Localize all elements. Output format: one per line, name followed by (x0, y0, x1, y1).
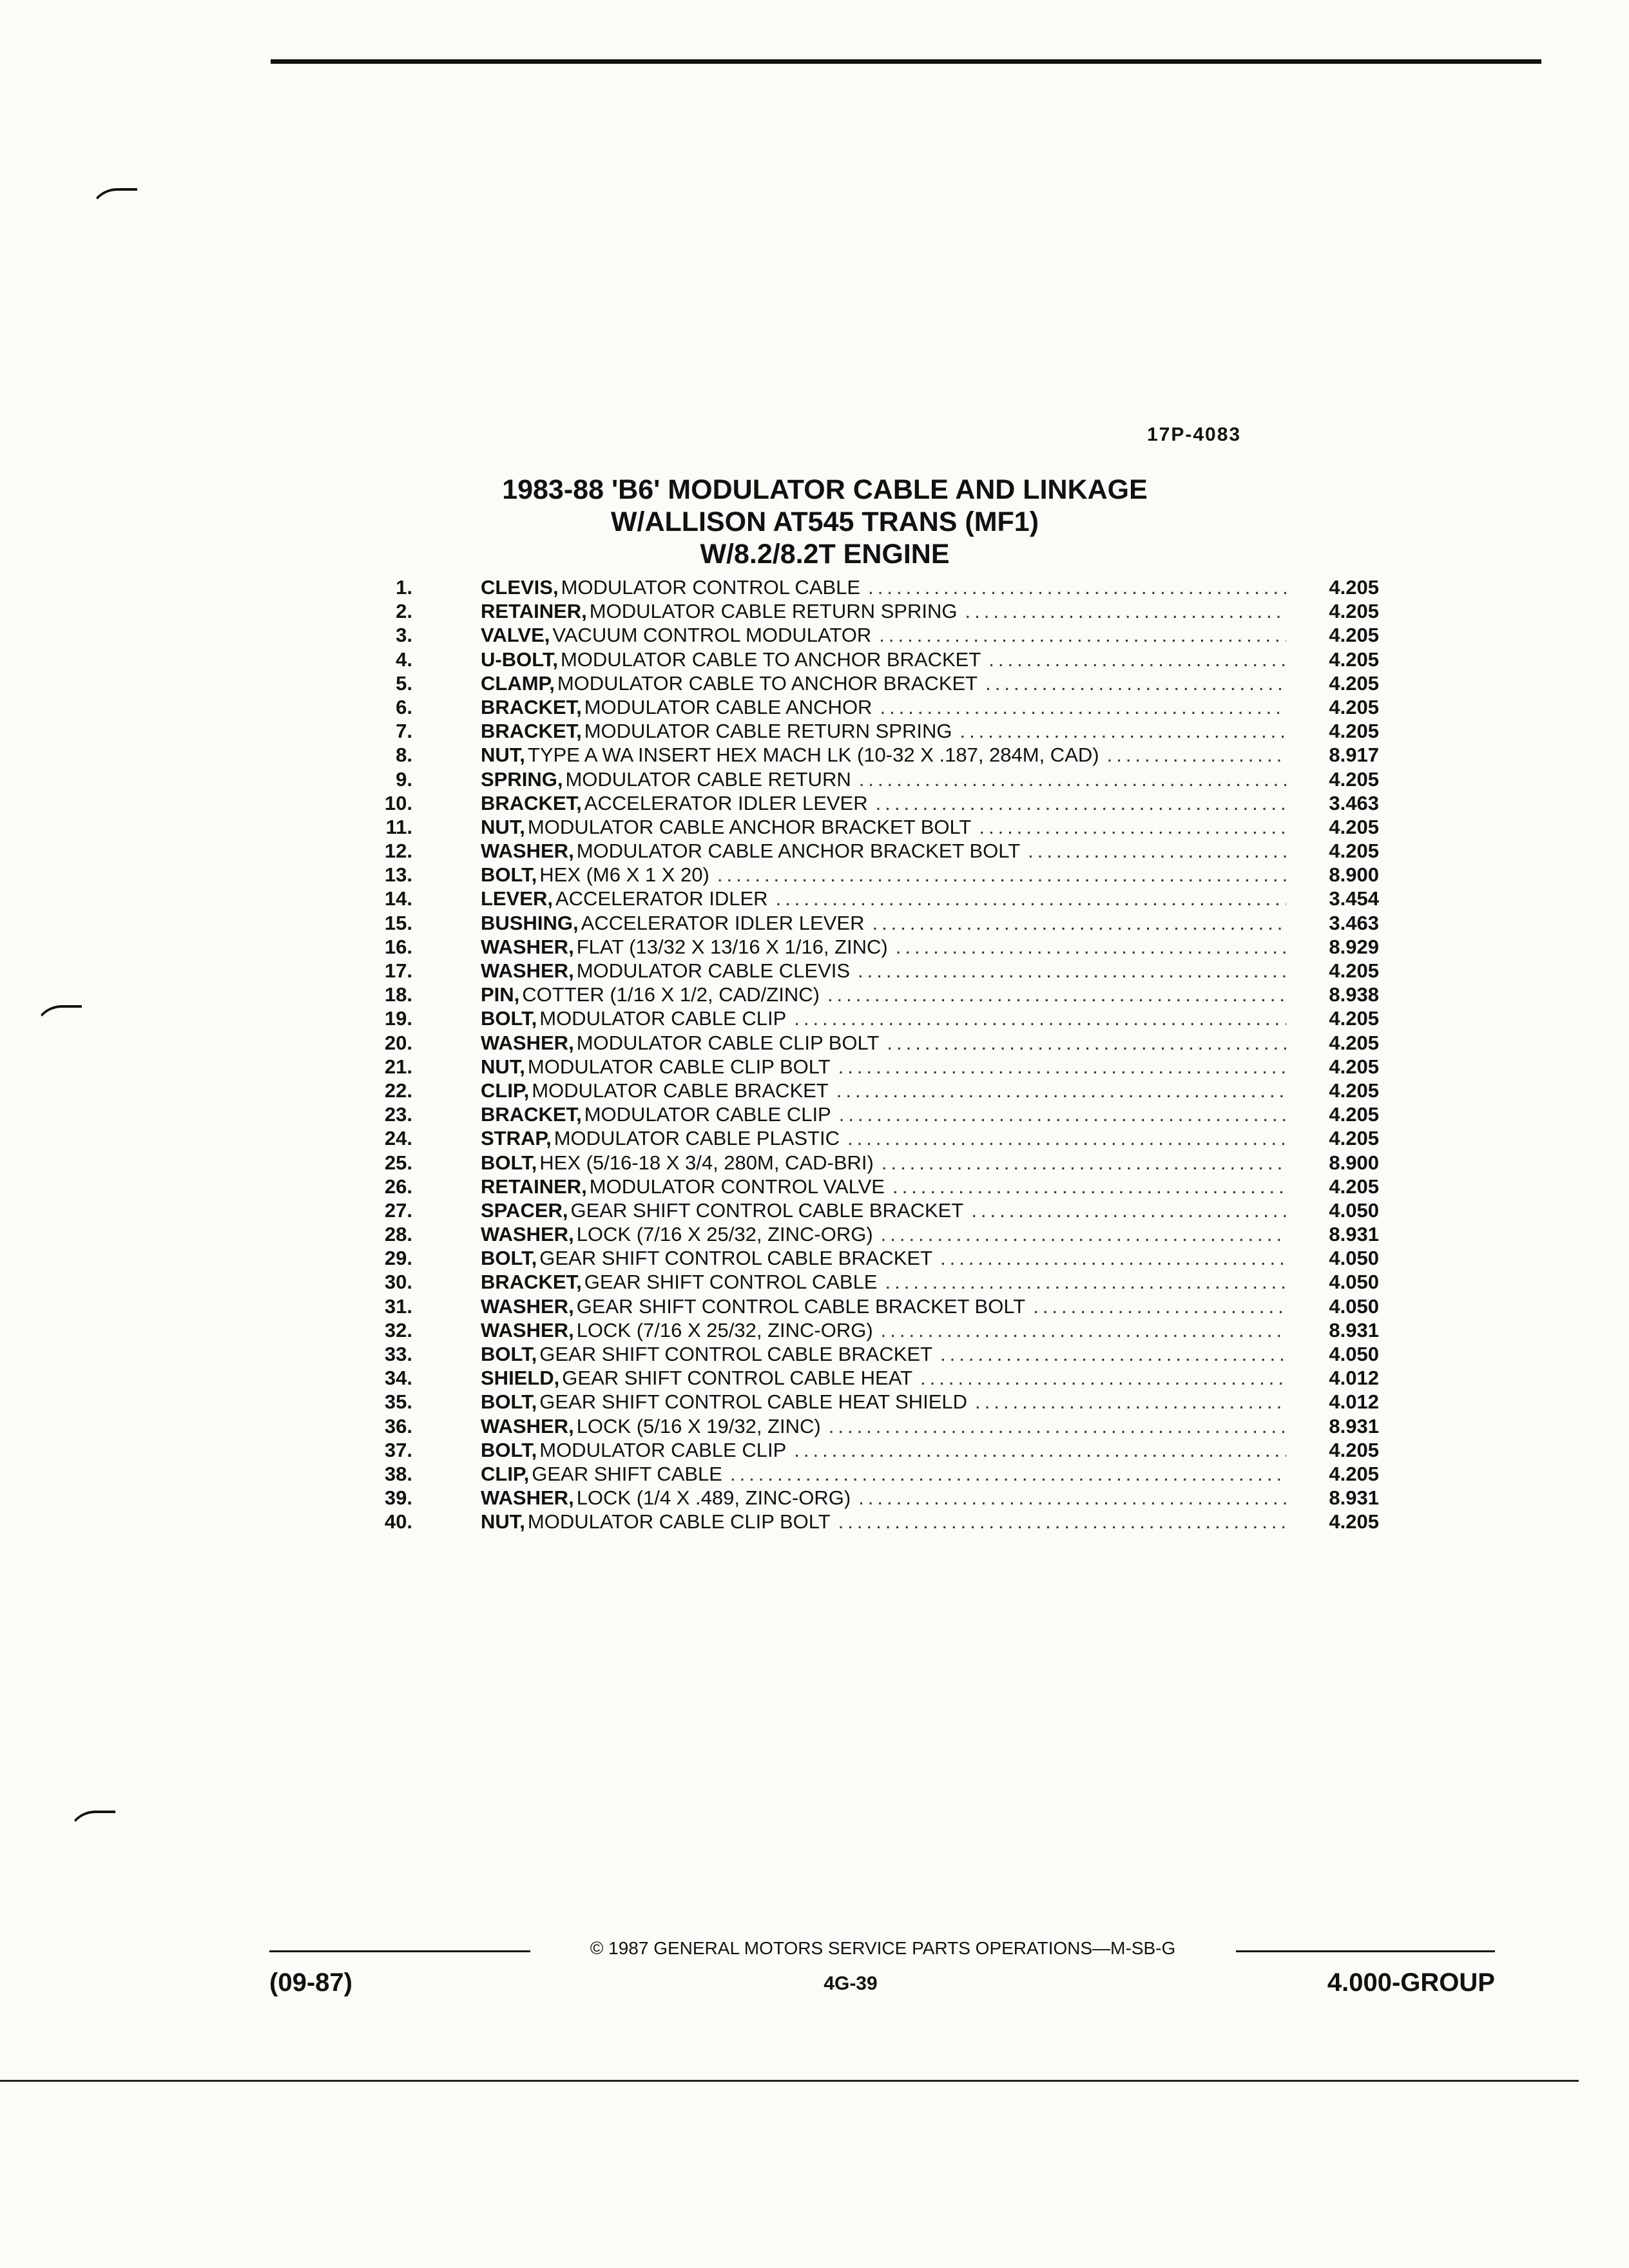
part-row (361, 791, 1379, 815)
part-row (361, 1366, 1379, 1390)
parts-list (361, 575, 1379, 1534)
part-detail: TYPE A WA INSERT HEX MACH LK (10-32 X .187, 284M, CAD) (527, 744, 1099, 767)
dot-leader (879, 623, 1286, 647)
part-number: 15. (384, 911, 412, 934)
part-description (481, 1079, 1286, 1102)
part-description (481, 1222, 1286, 1246)
part-row (361, 719, 1379, 743)
part-number: 18. (384, 983, 412, 1006)
part-detail: FLAT (13/32 X 13/16 X 1/16, ZINC) (576, 935, 888, 958)
dot-leader (881, 1318, 1286, 1342)
part-number: 39. (384, 1486, 412, 1510)
group-number: 8.900 (1329, 863, 1379, 887)
part-number: 25. (384, 1151, 412, 1174)
part-name: WASHER, (481, 1294, 574, 1318)
part-name: PIN, (481, 983, 520, 1006)
part-name: BOLT, (481, 1247, 537, 1270)
punch-hole-mark (34, 1005, 82, 1033)
group-number: 4.050 (1329, 1271, 1379, 1294)
group-number: 4.205 (1329, 1510, 1379, 1533)
part-row (361, 1318, 1379, 1342)
title-line: W/ALLISON AT545 TRANS (MF1) (610, 506, 1039, 537)
part-row (361, 1151, 1379, 1175)
punch-hole-mark (89, 188, 137, 216)
part-description (481, 839, 1286, 863)
part-detail: MODULATOR CABLE TO ANCHOR BRACKET (560, 648, 981, 671)
dot-leader (776, 887, 1286, 910)
part-detail: ACCELERATOR IDLER LEVER (584, 791, 868, 814)
group-number: 4.205 (1329, 1127, 1379, 1150)
part-detail: GEAR SHIFT CONTROL CABLE HEAT (562, 1367, 913, 1390)
part-row (361, 1294, 1379, 1318)
part-description (481, 1390, 1286, 1414)
dot-leader (880, 695, 1286, 719)
group-number: 4.205 (1329, 840, 1379, 863)
part-row (361, 1198, 1379, 1222)
part-detail: HEX (M6 X 1 X 20) (539, 863, 709, 887)
group-number: 4.050 (1329, 1294, 1379, 1318)
part-detail: GEAR SHIFT CONTROL CABLE BRACKET BOLT (576, 1294, 1026, 1318)
punch-hole-mark (67, 1811, 115, 1839)
part-detail: MODULATOR CABLE CLIP BOLT (527, 1055, 831, 1078)
part-number: 21. (384, 1055, 412, 1078)
part-detail: MODULATOR CABLE CLEVIS (576, 959, 851, 982)
part-detail: ACCELERATOR IDLER LEVER (581, 911, 865, 934)
part-description (481, 791, 1286, 815)
part-description (481, 935, 1286, 959)
dot-leader (1107, 743, 1286, 767)
part-name: RETAINER, (481, 1175, 587, 1198)
part-number: 22. (384, 1079, 412, 1102)
part-name: U-BOLT, (481, 648, 558, 671)
part-name: BRACKET, (481, 1103, 582, 1126)
bottom-rule (0, 2080, 1579, 2082)
dot-leader (881, 1222, 1286, 1246)
part-description (481, 575, 1286, 599)
part-number: 33. (384, 1343, 412, 1365)
part-name: CLIP, (481, 1462, 530, 1485)
group-number: 4.050 (1329, 1343, 1379, 1365)
part-detail: HEX (5/16-18 X 3/4, 280M, CAD-BRI) (539, 1151, 874, 1174)
part-row (361, 1438, 1379, 1462)
part-name: NUT, (481, 744, 525, 767)
part-detail: MODULATOR CABLE CLIP BOLT (576, 1031, 880, 1054)
part-row (361, 863, 1379, 887)
part-row (361, 599, 1379, 623)
part-row (361, 1222, 1379, 1246)
dot-leader (838, 1055, 1286, 1079)
part-number: 24. (384, 1127, 412, 1150)
dot-leader (872, 911, 1286, 935)
part-description (481, 599, 1286, 623)
dot-leader (858, 1486, 1286, 1510)
part-description (481, 1510, 1286, 1533)
part-detail: LOCK (1/4 X .489, ZINC-ORG) (576, 1486, 851, 1510)
part-name: BRACKET, (481, 720, 582, 743)
part-row (361, 1126, 1379, 1150)
part-name: BOLT, (481, 1343, 537, 1365)
part-name: SPACER, (481, 1198, 568, 1222)
dot-leader (971, 1198, 1286, 1222)
part-row (361, 815, 1379, 839)
part-description (481, 1318, 1286, 1342)
part-description (481, 887, 1286, 910)
part-description (481, 623, 1286, 647)
part-number: 34. (384, 1367, 412, 1390)
part-name: LEVER, (481, 887, 553, 910)
group-number: 4.012 (1329, 1367, 1379, 1390)
part-description (481, 1414, 1286, 1438)
part-detail: LOCK (5/16 X 19/32, ZINC) (576, 1414, 821, 1437)
part-description (481, 1438, 1286, 1462)
part-description (481, 767, 1286, 791)
part-description (481, 648, 1286, 671)
part-row (361, 623, 1379, 647)
part-number: 32. (384, 1318, 412, 1341)
part-row (361, 1462, 1379, 1486)
group-number: 3.463 (1329, 911, 1379, 934)
part-detail: MODULATOR CABLE CLIP (539, 1007, 787, 1030)
group-number: 4.050 (1329, 1247, 1379, 1270)
part-name: CLIP, (481, 1079, 530, 1102)
part-number: 19. (384, 1007, 412, 1030)
part-description (481, 1006, 1286, 1030)
part-row (361, 1006, 1379, 1030)
part-row (361, 695, 1379, 719)
part-row (361, 887, 1379, 910)
part-name: WASHER, (481, 935, 574, 958)
group-number: 8.931 (1329, 1414, 1379, 1437)
page-number: 4G-39 (824, 1973, 878, 1994)
part-number: 9. (396, 767, 412, 791)
part-name: VALVE, (481, 624, 550, 647)
part-detail: ACCELERATOR IDLER (555, 887, 768, 910)
part-detail: GEAR SHIFT CABLE (532, 1462, 722, 1485)
group-number: 8.931 (1329, 1486, 1379, 1510)
part-detail: MODULATOR CABLE TO ANCHOR BRACKET (557, 671, 978, 695)
part-detail: GEAR SHIFT CONTROL CABLE BRACKET (539, 1247, 933, 1270)
part-number: 23. (384, 1103, 412, 1126)
group-code: 4.000-GROUP (1327, 1968, 1495, 1997)
part-description (481, 1462, 1286, 1486)
part-description (481, 719, 1286, 743)
part-name: WASHER, (481, 1031, 574, 1054)
part-row (361, 767, 1379, 791)
dot-leader (920, 1366, 1286, 1390)
part-name: WASHER, (481, 959, 574, 982)
dot-leader (965, 599, 1286, 623)
part-name: WASHER, (481, 840, 574, 863)
part-number: 6. (396, 695, 412, 718)
part-row (361, 1510, 1379, 1533)
title-line: W/8.2/8.2T ENGINE (700, 539, 950, 570)
part-description (481, 1151, 1286, 1175)
part-row (361, 1246, 1379, 1270)
part-row (361, 648, 1379, 671)
part-description (481, 1055, 1286, 1079)
part-detail: MODULATOR CONTROL VALVE (589, 1175, 885, 1198)
dot-leader (859, 767, 1286, 791)
part-name: WASHER, (481, 1414, 574, 1437)
dot-leader (839, 1102, 1286, 1126)
part-row (361, 671, 1379, 695)
part-row (361, 959, 1379, 983)
part-row (361, 983, 1379, 1006)
part-description (481, 1342, 1286, 1366)
part-number: 7. (396, 720, 412, 743)
dot-leader (940, 1342, 1286, 1366)
part-number: 29. (384, 1247, 412, 1270)
dot-leader (858, 959, 1286, 983)
group-number: 4.205 (1329, 576, 1379, 599)
part-detail: GEAR SHIFT CONTROL CABLE BRACKET (570, 1198, 964, 1222)
part-number: 5. (396, 671, 412, 695)
dot-leader (838, 1510, 1286, 1533)
part-row (361, 1486, 1379, 1510)
page-title (361, 474, 1289, 570)
group-number: 4.205 (1329, 1438, 1379, 1461)
part-detail: MODULATOR CABLE RETURN (565, 767, 851, 791)
part-number: 16. (384, 935, 412, 958)
part-detail: MODULATOR CABLE PLASTIC (554, 1127, 840, 1150)
part-description (481, 1198, 1286, 1222)
part-name: BOLT, (481, 1390, 537, 1414)
part-detail: GEAR SHIFT CONTROL CABLE HEAT SHIELD (539, 1390, 968, 1414)
part-description (481, 1126, 1286, 1150)
dot-leader (717, 863, 1286, 887)
group-number: 8.929 (1329, 935, 1379, 958)
part-description (481, 863, 1286, 887)
part-row (361, 1342, 1379, 1366)
part-detail: GEAR SHIFT CONTROL CABLE BRACKET (539, 1343, 933, 1365)
group-number: 4.205 (1329, 624, 1379, 647)
part-number: 30. (384, 1271, 412, 1294)
group-number: 8.931 (1329, 1223, 1379, 1246)
part-number: 31. (384, 1294, 412, 1318)
group-number: 4.205 (1329, 815, 1379, 838)
part-detail: MODULATOR CABLE ANCHOR (584, 695, 872, 718)
dot-leader (887, 1031, 1286, 1055)
dot-leader (1033, 1294, 1286, 1318)
part-number: 38. (384, 1462, 412, 1485)
dot-leader (876, 791, 1286, 815)
group-number: 4.205 (1329, 1462, 1379, 1485)
part-number: 26. (384, 1175, 412, 1198)
dot-leader (847, 1126, 1286, 1150)
part-name: RETAINER, (481, 600, 587, 623)
part-name: NUT, (481, 815, 525, 838)
part-description (481, 1270, 1286, 1294)
part-description (481, 911, 1286, 935)
document-code: 17P-4083 (1147, 424, 1242, 445)
part-detail: MODULATOR CABLE ANCHOR BRACKET BOLT (576, 840, 1021, 863)
group-number: 4.205 (1329, 1079, 1379, 1102)
part-number: 28. (384, 1223, 412, 1246)
part-number: 1. (396, 576, 412, 599)
part-row (361, 839, 1379, 863)
part-detail: MODULATOR CABLE CLIP (584, 1103, 831, 1126)
part-number: 20. (384, 1031, 412, 1054)
copyright-notice: © 1987 GENERAL MOTORS SERVICE PARTS OPERATIONS—M-SB-G (590, 1938, 1176, 1958)
group-number: 8.900 (1329, 1151, 1379, 1174)
group-number: 4.205 (1329, 1103, 1379, 1126)
dot-leader (959, 719, 1286, 743)
group-number: 4.205 (1329, 1031, 1379, 1054)
title-line: 1983-88 'B6' MODULATOR CABLE AND LINKAGE (502, 474, 1148, 505)
dot-leader (794, 1438, 1286, 1462)
part-name: WASHER, (481, 1318, 574, 1341)
group-number: 4.205 (1329, 695, 1379, 718)
part-name: BRACKET, (481, 791, 582, 814)
part-name: BOLT, (481, 1438, 537, 1461)
part-description (481, 743, 1286, 767)
part-detail: MODULATOR CABLE RETURN SPRING (584, 720, 952, 743)
footer-rule-right (1236, 1950, 1495, 1952)
dot-leader (868, 575, 1286, 599)
dot-leader (975, 1390, 1286, 1414)
part-name: SPRING, (481, 767, 563, 791)
part-detail: MODULATOR CABLE CLIP BOLT (527, 1510, 831, 1533)
top-rule (271, 59, 1541, 64)
part-description (481, 1175, 1286, 1198)
part-number: 3. (396, 624, 412, 647)
part-number: 35. (384, 1390, 412, 1414)
part-detail: MODULATOR CONTROL CABLE (561, 576, 861, 599)
part-name: CLEVIS, (481, 576, 559, 599)
dot-leader (979, 815, 1286, 839)
part-description (481, 1246, 1286, 1270)
part-row (361, 1102, 1379, 1126)
dot-leader (940, 1246, 1286, 1270)
part-description (481, 959, 1286, 983)
group-number: 4.205 (1329, 720, 1379, 743)
part-row (361, 935, 1379, 959)
part-name: CLAMP, (481, 671, 555, 695)
part-row (361, 1390, 1379, 1414)
part-number: 14. (384, 887, 412, 910)
dot-leader (730, 1462, 1286, 1486)
dot-leader (827, 983, 1286, 1006)
part-number: 12. (384, 840, 412, 863)
part-detail: LOCK (7/16 X 25/32, ZINC-ORG) (576, 1318, 873, 1341)
group-number: 4.205 (1329, 671, 1379, 695)
group-number: 4.050 (1329, 1198, 1379, 1222)
part-row (361, 1031, 1379, 1055)
part-description (481, 815, 1286, 839)
part-name: WASHER, (481, 1223, 574, 1246)
part-detail: MODULATOR CABLE RETURN SPRING (589, 600, 958, 623)
part-name: BRACKET, (481, 1271, 582, 1294)
part-name: BUSHING, (481, 911, 579, 934)
part-row (361, 1270, 1379, 1294)
group-number: 8.938 (1329, 983, 1379, 1006)
part-description (481, 983, 1286, 1006)
part-description (481, 1366, 1286, 1390)
part-description (481, 1031, 1286, 1055)
group-number: 4.012 (1329, 1390, 1379, 1414)
dot-leader (892, 1175, 1286, 1198)
part-description (481, 695, 1286, 719)
part-number: 36. (384, 1414, 412, 1437)
part-number: 4. (396, 648, 412, 671)
part-number: 10. (384, 791, 412, 814)
part-number: 17. (384, 959, 412, 982)
dot-leader (896, 935, 1286, 959)
part-detail: MODULATOR CABLE CLIP (539, 1438, 787, 1461)
group-number: 4.205 (1329, 767, 1379, 791)
part-name: STRAP, (481, 1127, 552, 1150)
part-description (481, 1102, 1286, 1126)
part-number: 11. (385, 815, 412, 838)
part-row (361, 575, 1379, 599)
footer-rule-left (269, 1950, 530, 1952)
part-detail: VACUUM CONTROL MODULATOR (552, 624, 872, 647)
part-name: BOLT, (481, 1007, 537, 1030)
part-detail: MODULATOR CABLE ANCHOR BRACKET BOLT (527, 815, 972, 838)
revision-date: (09-87) (269, 1968, 352, 1997)
group-number: 8.917 (1329, 744, 1379, 767)
part-description (481, 1486, 1286, 1510)
dot-leader (985, 671, 1286, 695)
part-row (361, 1055, 1379, 1079)
dot-leader (829, 1414, 1286, 1438)
part-detail: MODULATOR CABLE BRACKET (532, 1079, 829, 1102)
part-name: NUT, (481, 1055, 525, 1078)
dot-leader (885, 1270, 1287, 1294)
part-number: 37. (384, 1438, 412, 1461)
dot-leader (836, 1079, 1286, 1102)
part-name: BOLT, (481, 1151, 537, 1174)
part-name: SHIELD, (481, 1367, 560, 1390)
part-name: WASHER, (481, 1486, 574, 1510)
group-number: 3.454 (1329, 887, 1379, 910)
part-number: 40. (384, 1510, 412, 1533)
part-number: 8. (396, 744, 412, 767)
group-number: 4.205 (1329, 648, 1379, 671)
part-row (361, 1175, 1379, 1198)
group-number: 4.205 (1329, 1007, 1379, 1030)
dot-leader (988, 648, 1286, 671)
part-detail: COTTER (1/16 X 1/2, CAD/ZINC) (522, 983, 820, 1006)
group-number: 4.205 (1329, 1175, 1379, 1198)
part-detail: LOCK (7/16 X 25/32, ZINC-ORG) (576, 1223, 873, 1246)
part-name: BRACKET, (481, 695, 582, 718)
part-number: 27. (384, 1198, 412, 1222)
part-name: BOLT, (481, 863, 537, 887)
part-row (361, 1079, 1379, 1102)
dot-leader (882, 1151, 1286, 1175)
part-description (481, 671, 1286, 695)
part-number: 13. (384, 863, 412, 887)
dot-leader (1028, 839, 1286, 863)
part-description (481, 1294, 1286, 1318)
part-number: 2. (396, 600, 412, 623)
group-number: 3.463 (1329, 791, 1379, 814)
group-number: 4.205 (1329, 959, 1379, 982)
dot-leader (794, 1006, 1286, 1030)
part-row (361, 911, 1379, 935)
part-row (361, 743, 1379, 767)
part-detail: GEAR SHIFT CONTROL CABLE (584, 1271, 878, 1294)
part-name: NUT, (481, 1510, 525, 1533)
part-row (361, 1414, 1379, 1438)
group-number: 4.205 (1329, 600, 1379, 623)
group-number: 4.205 (1329, 1055, 1379, 1078)
group-number: 8.931 (1329, 1318, 1379, 1341)
